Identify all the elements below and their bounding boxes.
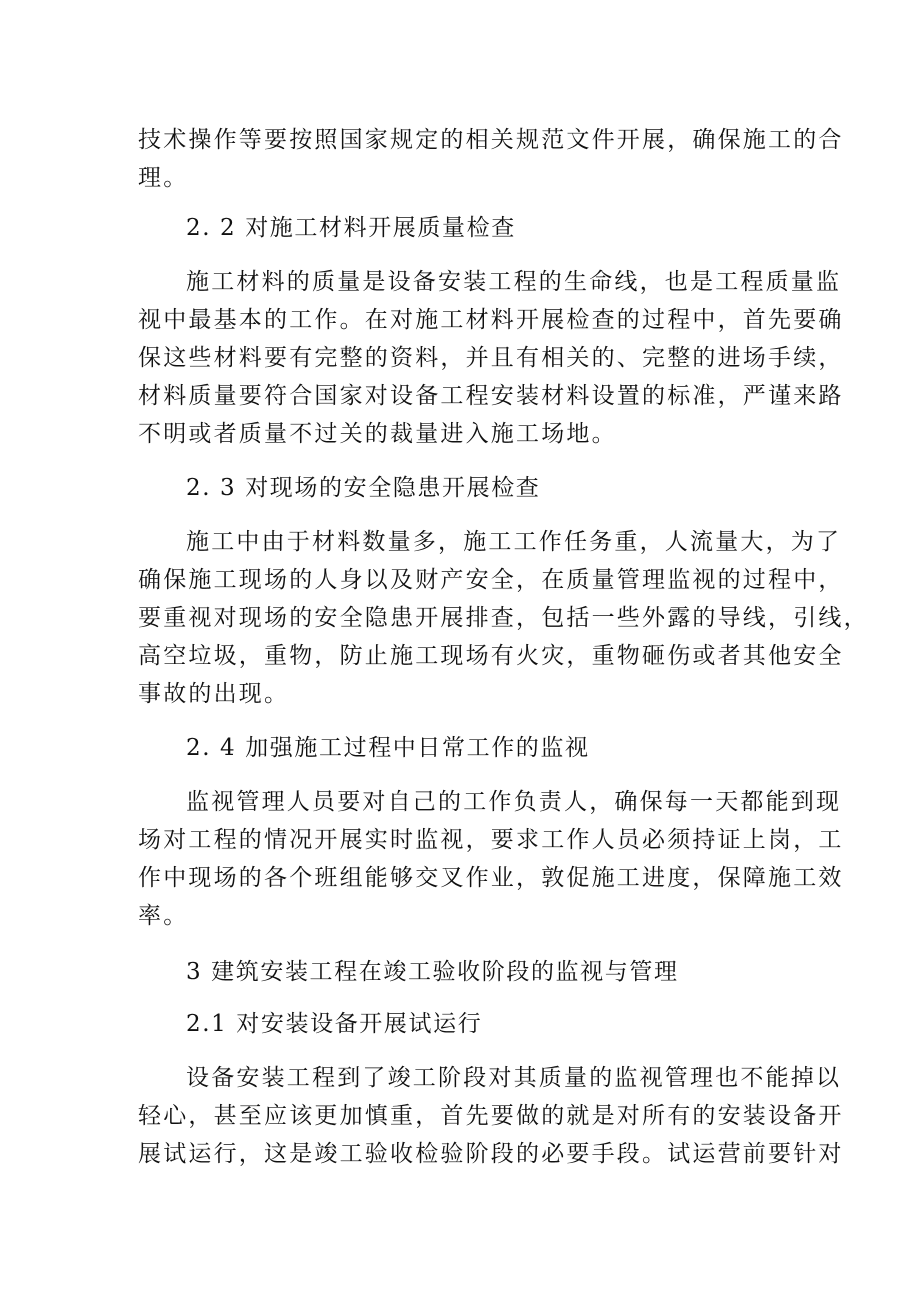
section-heading: 2.1 对安装设备开展试运行 <box>186 1011 483 1037</box>
section-heading: 3 建筑安装工程在竣工验收阶段的监视与管理 <box>186 959 679 985</box>
body-line: 展试运行，这是竣工验收检验阶段的必要手段。试运营前要针对 <box>138 1141 844 1167</box>
body-line: 设备安装工程到了竣工阶段对其质量的监视管理也不能掉以 <box>186 1065 842 1091</box>
body-line: 轻心，甚至应该更加慎重，首先要做的就是对所有的安装设备开 <box>138 1103 844 1129</box>
body-line: 监视管理人员要对自己的工作负责人，确保每一天都能到现 <box>186 789 842 815</box>
body-line: 场对工程的情况开展实时监视，要求工作人员必须持证上岗，工 <box>138 827 844 853</box>
body-line: 保这些材料要有完整的资料，并且有相关的、完整的进场手续， <box>138 345 844 371</box>
body-line: 技术操作等要按照国家规定的相关规范文件开展，确保施工的合 <box>138 127 844 153</box>
body-line: 要重视对现场的安全隐患开展排查，包括一些外露的导线，引线， <box>138 605 869 631</box>
body-line: 率。 <box>138 903 189 929</box>
body-line: 理。 <box>138 165 189 191</box>
body-line: 材料质量要符合国家对设备工程安装材料设置的标准，严谨来路 <box>138 383 844 409</box>
body-line: 施工中由于材料数量多，施工工作任务重，人流量大，为了 <box>186 529 842 555</box>
section-heading: 2. 3 对现场的安全隐患开展检查 <box>186 475 541 501</box>
body-line: 视中最基本的工作。在对施工材料开展检查的过程中，首先要确 <box>138 307 844 333</box>
body-line: 不明或者质量不过关的裁量进入施工场地。 <box>138 421 617 447</box>
body-line: 确保施工现场的人身以及财产安全，在质量管理监视的过程中， <box>138 567 844 593</box>
body-line: 施工材料的质量是设备安装工程的生命线，也是工程质量监 <box>186 269 842 295</box>
body-line: 高空垃圾，重物，防止施工现场有火灾，重物砸伤或者其他安全 <box>138 643 844 669</box>
section-heading: 2. 4 加强施工过程中日常工作的监视 <box>186 735 590 761</box>
body-line: 事故的出现。 <box>138 681 290 707</box>
section-heading: 2. 2 对施工材料开展质量检查 <box>186 215 516 241</box>
body-line: 作中现场的各个班组能够交叉作业，敦促施工进度，保障施工效 <box>138 865 844 891</box>
